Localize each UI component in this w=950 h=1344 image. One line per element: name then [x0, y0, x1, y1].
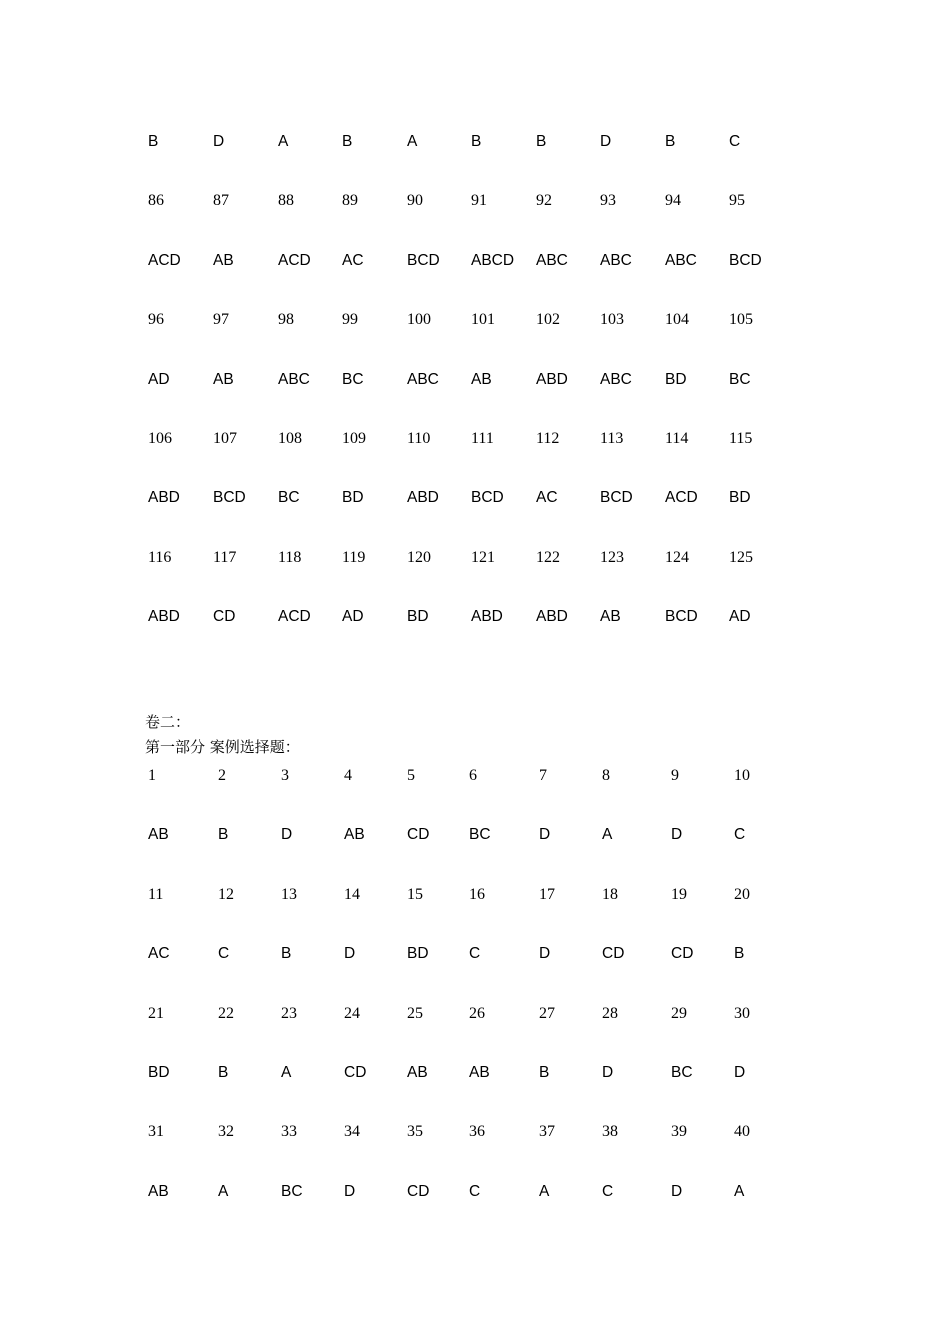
question-number: 4	[344, 767, 352, 784]
question-number: 31	[148, 1123, 164, 1141]
question-number: 28	[602, 1004, 618, 1022]
question-number: 33	[281, 1123, 297, 1141]
answer-cell: ACD	[665, 489, 698, 507]
question-number: 119	[342, 548, 366, 566]
answer-cell: AD	[148, 370, 170, 388]
answer-cell: A	[278, 133, 289, 150]
volume2-title: 卷二：	[145, 713, 191, 731]
answer-cell: AB	[213, 370, 234, 388]
answer-row	[0, 1180, 950, 1204]
question-number-row	[0, 764, 950, 788]
answer-row	[0, 942, 950, 966]
question-number: 8	[602, 767, 610, 784]
answer-cell: B	[734, 945, 745, 963]
question-number: 100	[407, 311, 431, 329]
question-number: 101	[471, 311, 495, 329]
question-number-row	[0, 308, 950, 332]
answer-cell: D	[344, 945, 356, 963]
answer-cell: AD	[729, 608, 751, 626]
question-number: 32	[218, 1123, 234, 1141]
question-number: 11	[148, 885, 164, 903]
question-number: 106	[148, 430, 172, 447]
answer-cell: CD	[602, 945, 625, 963]
question-number: 115	[729, 430, 753, 447]
answer-row	[0, 249, 950, 273]
answer-cell: AB	[407, 1064, 428, 1081]
answer-cell: AC	[342, 251, 364, 269]
question-number: 36	[469, 1123, 485, 1141]
question-number: 123	[600, 548, 624, 566]
answer-cell: ABC	[536, 251, 568, 269]
question-number: 22	[218, 1004, 234, 1022]
answer-cell: C	[218, 945, 230, 963]
question-number: 15	[407, 885, 423, 903]
answer-cell: BCD	[729, 251, 762, 269]
answer-cell: ABD	[471, 608, 503, 626]
answer-cell: ABD	[536, 370, 568, 388]
answer-cell: AB	[469, 1064, 490, 1081]
question-number: 93	[600, 192, 616, 210]
answer-cell: C	[729, 133, 741, 150]
answer-row	[0, 486, 950, 510]
answer-cell: BCD	[471, 489, 504, 507]
answer-cell: BD	[407, 945, 429, 963]
answer-cell: AB	[344, 826, 365, 844]
answer-cell: D	[539, 826, 551, 844]
answer-cell: B	[665, 133, 676, 150]
question-number: 91	[471, 192, 487, 210]
answer-cell: BC	[342, 370, 364, 388]
answer-cell: BC	[281, 1182, 303, 1200]
question-number-row	[0, 189, 950, 213]
answer-row	[0, 1061, 950, 1085]
question-number: 108	[278, 430, 302, 447]
question-number: 21	[148, 1004, 164, 1022]
question-number: 13	[281, 885, 297, 903]
answer-cell: D	[281, 826, 293, 844]
answer-cell: ABCD	[471, 251, 515, 269]
question-number: 29	[671, 1004, 687, 1022]
answer-cell: AB	[148, 826, 169, 844]
answer-cell: ABC	[600, 251, 632, 269]
question-number: 109	[342, 430, 366, 447]
question-number: 111	[471, 430, 494, 447]
answer-cell: ABD	[148, 608, 180, 626]
question-number: 114	[665, 430, 689, 447]
answer-cell: D	[734, 1064, 746, 1081]
answer-cell: BCD	[665, 608, 698, 626]
question-number: 3	[281, 767, 289, 784]
answer-cell: A	[218, 1182, 229, 1200]
question-number: 88	[278, 192, 294, 210]
question-number: 95	[729, 192, 745, 210]
question-number-row	[0, 1002, 950, 1026]
question-number: 19	[671, 885, 687, 903]
question-number: 14	[344, 885, 360, 903]
answer-cell: BC	[469, 826, 491, 844]
question-number: 10	[734, 767, 750, 784]
answer-row	[0, 605, 950, 629]
answer-cell: D	[600, 133, 612, 150]
question-number-row	[0, 427, 950, 451]
question-number: 39	[671, 1123, 687, 1141]
answer-cell: BCD	[407, 251, 440, 269]
answer-cell: BC	[729, 370, 751, 388]
answer-row	[0, 823, 950, 847]
answer-cell: ABC	[407, 370, 439, 388]
question-number: 105	[729, 311, 753, 329]
answer-cell: B	[342, 133, 353, 150]
question-number: 37	[539, 1123, 555, 1141]
question-number: 117	[213, 548, 237, 566]
question-number: 87	[213, 192, 229, 210]
answer-cell: CD	[671, 945, 694, 963]
question-number: 110	[407, 430, 431, 447]
answer-cell: AB	[148, 1182, 169, 1200]
answer-cell: CD	[407, 1182, 430, 1200]
answer-cell: ABC	[278, 370, 310, 388]
answer-cell: ACD	[278, 608, 311, 626]
section-title: 第一部分 案例选择题：	[145, 738, 300, 756]
question-number: 99	[342, 311, 358, 329]
answer-cell: B	[471, 133, 482, 150]
question-number: 24	[344, 1004, 360, 1022]
answer-cell: B	[148, 133, 159, 150]
question-number-row	[0, 883, 950, 907]
question-number: 92	[536, 192, 552, 210]
answer-cell: BD	[729, 489, 751, 507]
question-number: 17	[539, 885, 555, 903]
answer-cell: D	[671, 1182, 683, 1200]
answer-cell: BD	[148, 1064, 170, 1081]
question-number: 113	[600, 430, 624, 447]
question-number: 121	[471, 548, 495, 566]
answer-cell: B	[536, 133, 547, 150]
question-number: 120	[407, 548, 431, 566]
answer-cell: AB	[600, 608, 621, 626]
answer-cell: BC	[671, 1064, 693, 1081]
question-number: 23	[281, 1004, 297, 1022]
answer-cell: B	[218, 826, 229, 844]
answer-cell: CD	[344, 1064, 367, 1081]
answer-cell: B	[281, 945, 292, 963]
question-number-row	[0, 546, 950, 570]
answer-row	[0, 368, 950, 392]
question-number: 96	[148, 311, 164, 329]
question-number: 35	[407, 1123, 423, 1141]
question-number: 25	[407, 1004, 423, 1022]
answer-cell: CD	[213, 608, 236, 626]
question-number: 1	[148, 767, 156, 784]
answer-cell: AC	[148, 945, 170, 963]
question-number: 98	[278, 311, 294, 329]
question-number: 34	[344, 1123, 360, 1141]
answer-cell: BCD	[600, 489, 633, 507]
answer-cell: D	[539, 945, 551, 963]
answer-cell: C	[469, 945, 481, 963]
answer-cell: AD	[342, 608, 364, 626]
question-number: 2	[218, 767, 226, 784]
question-number: 26	[469, 1004, 485, 1022]
answer-cell: ACD	[148, 251, 181, 269]
question-number: 97	[213, 311, 229, 329]
answer-cell: BD	[665, 370, 687, 388]
answer-cell: D	[671, 826, 683, 844]
answer-cell: ABD	[148, 489, 180, 507]
answer-cell: ABD	[407, 489, 439, 507]
answer-cell: BCD	[213, 489, 246, 507]
question-number: 118	[278, 548, 302, 566]
question-number: 103	[600, 311, 624, 329]
question-number-row	[0, 1120, 950, 1144]
answer-cell: A	[602, 826, 613, 844]
answer-cell: AB	[471, 370, 492, 388]
question-number: 6	[469, 767, 477, 784]
answer-cell: A	[539, 1182, 550, 1200]
question-number: 94	[665, 192, 681, 210]
answer-cell: ACD	[278, 251, 311, 269]
answer-cell: C	[734, 826, 746, 844]
question-number: 9	[671, 767, 679, 784]
answer-cell: BD	[407, 608, 429, 626]
answer-cell: C	[602, 1182, 614, 1200]
answer-cell: D	[213, 133, 225, 150]
answer-cell: D	[602, 1064, 614, 1081]
answer-cell: BD	[342, 489, 364, 507]
answer-cell: B	[539, 1064, 550, 1081]
question-number: 16	[469, 885, 485, 903]
answer-cell: B	[218, 1064, 229, 1081]
question-number: 7	[539, 767, 547, 784]
question-number: 18	[602, 885, 618, 903]
question-number: 38	[602, 1123, 618, 1141]
question-number: 89	[342, 192, 358, 210]
question-number: 27	[539, 1004, 555, 1022]
answer-cell: CD	[407, 826, 430, 844]
question-number: 102	[536, 311, 560, 329]
question-number: 112	[536, 430, 560, 447]
question-number: 40	[734, 1123, 750, 1141]
answer-cell: ABD	[536, 608, 568, 626]
answer-cell: ABC	[600, 370, 632, 388]
question-number: 90	[407, 192, 423, 210]
question-number: 124	[665, 548, 689, 566]
question-number: 122	[536, 548, 560, 566]
answer-cell: AC	[536, 489, 558, 507]
question-number: 20	[734, 885, 750, 903]
answer-cell: A	[734, 1182, 745, 1200]
answer-cell: C	[469, 1182, 481, 1200]
question-number: 30	[734, 1004, 750, 1022]
question-number: 12	[218, 885, 234, 903]
answer-cell: BC	[278, 489, 300, 507]
question-number: 104	[665, 311, 689, 329]
answer-cell: ABC	[665, 251, 697, 269]
question-number: 116	[148, 548, 172, 566]
question-number: 86	[148, 192, 164, 210]
answer-cell: AB	[213, 251, 234, 269]
answer-row	[0, 130, 950, 154]
answer-cell: D	[344, 1182, 356, 1200]
question-number: 125	[729, 548, 753, 566]
answer-cell: A	[407, 133, 418, 150]
question-number: 107	[213, 430, 237, 447]
answer-cell: A	[281, 1064, 292, 1081]
question-number: 5	[407, 767, 415, 784]
